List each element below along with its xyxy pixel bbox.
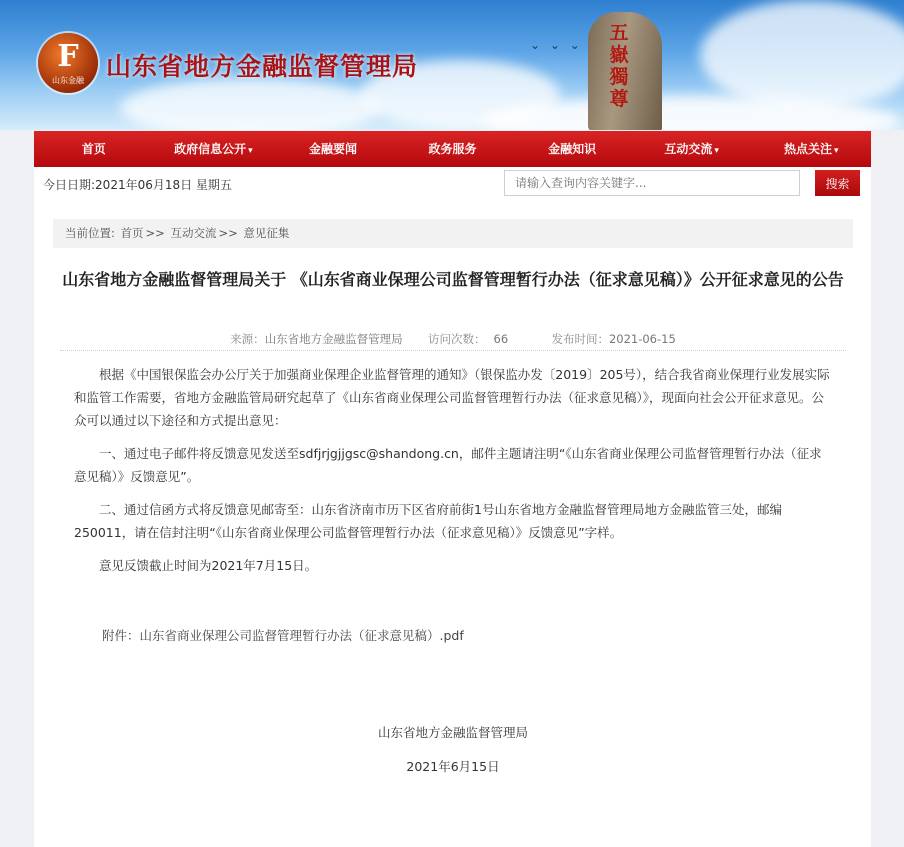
nav-item-0[interactable] <box>34 131 154 167</box>
content-page <box>34 167 871 847</box>
article-title: 山东省地方金融监督管理局关于 《山东省商业保理公司监督管理暂行办法（征求意见稿）》公开征求意见的公告 <box>62 270 844 289</box>
article-meta <box>60 331 846 347</box>
breadcrumb <box>53 219 853 248</box>
logo-glyph: F <box>57 39 79 74</box>
source-value: 山东省地方金融监督管理局 <box>264 332 403 346</box>
nav-item-label: 热点关注 <box>783 142 832 156</box>
signature-date: 2021年6月15日 <box>406 759 500 774</box>
publish-date-label: 发布时间： <box>551 332 609 346</box>
nav-item-4[interactable] <box>512 131 632 167</box>
body-paragraph: 根据《中国银保监会办公厅关于加强商业保理企业监督管理的通知》（银保监办发〔2019〕205号），结合我省商业保理行业发展实际和监管工作需要，省地方金融监管局研究起草了《山东省商业保理公司监督管理暂行办法（征求意见稿）》，现面向社会公开征求意见。公众可以通过以下途径和方式提出意见： <box>74 367 830 428</box>
body-paragraph: 意见反馈截止时间为2021年7月15日。 <box>99 558 318 573</box>
nav-item-label: 首页 <box>81 142 106 156</box>
cloud-decoration <box>120 78 380 130</box>
article-body <box>74 363 832 587</box>
nav-item-label: 金融要闻 <box>308 142 357 156</box>
nav-item-label: 金融知识 <box>548 142 597 156</box>
logo-subtitle: 山东金融 <box>52 76 84 85</box>
current-date: 今日日期:2021年06月18日 星期五 <box>43 178 232 192</box>
site-title[interactable]: 山东省地方金融监督管理局 <box>106 52 419 81</box>
breadcrumb-prefix: 当前位置: <box>65 226 115 240</box>
attachment <box>102 626 464 644</box>
search-button[interactable]: 搜索 <box>815 170 860 196</box>
breadcrumb-interaction[interactable]: 互动交流 <box>170 226 217 240</box>
birds-decoration: ⌄ ⌄ ⌄ <box>530 38 583 52</box>
breadcrumb-separator: >> <box>218 226 238 240</box>
nav-item-2[interactable] <box>273 131 393 167</box>
publish-date: 2021-06-15 <box>608 332 676 346</box>
nav-item-label: 政府信息公开 <box>174 142 247 156</box>
breadcrumb-separator: >> <box>145 226 165 240</box>
signature-org: 山东省地方金融监督管理局 <box>377 725 528 740</box>
nav-item-5[interactable] <box>632 131 752 167</box>
site-logo[interactable] <box>38 33 98 93</box>
caret-down-icon: ▾ <box>248 146 253 156</box>
breadcrumb-home[interactable]: 首页 <box>120 226 144 240</box>
search-input[interactable] <box>504 170 800 196</box>
main-nav <box>34 131 871 167</box>
meta-divider <box>60 350 846 351</box>
attachment-label: 附件： <box>102 628 140 643</box>
body-paragraph: 一、通过电子邮件将反馈意见发送至sdfjrjgjjgsc@shandong.cn，邮件主题请注明“《山东省商业保理公司监督管理暂行办法（征求意见稿）》反馈意见”。 <box>74 446 822 484</box>
caret-down-icon: ▾ <box>834 146 839 156</box>
nav-item-label: 政务服务 <box>428 142 477 156</box>
caret-down-icon: ▾ <box>714 146 719 156</box>
header-banner <box>0 0 904 130</box>
cloud-decoration <box>700 0 904 110</box>
nav-item-6[interactable] <box>751 131 871 167</box>
nav-item-label: 互动交流 <box>664 142 713 156</box>
source-label: 来源： <box>230 332 265 346</box>
breadcrumb-current[interactable]: 意见征集 <box>243 226 290 240</box>
body-paragraph: 二、通过信函方式将反馈意见邮寄至：山东省济南市历下区省府前街1号山东省地方金融监督管理局地方金融监管三处，邮编250011，请在信封注明“《山东省商业保理公司监督管理暂行办法（征求意见稿）》反馈意见”字样。 <box>74 502 782 540</box>
visits-count: 66 <box>493 332 509 346</box>
visits-label: 访问次数： <box>428 332 486 346</box>
nav-item-1[interactable] <box>154 131 274 167</box>
rock-inscription: 五嶽獨尊 <box>609 22 629 110</box>
attachment-link[interactable]: 山东省商业保理公司监督管理暂行办法（征求意见稿）.pdf <box>139 628 464 643</box>
nav-item-3[interactable] <box>393 131 513 167</box>
